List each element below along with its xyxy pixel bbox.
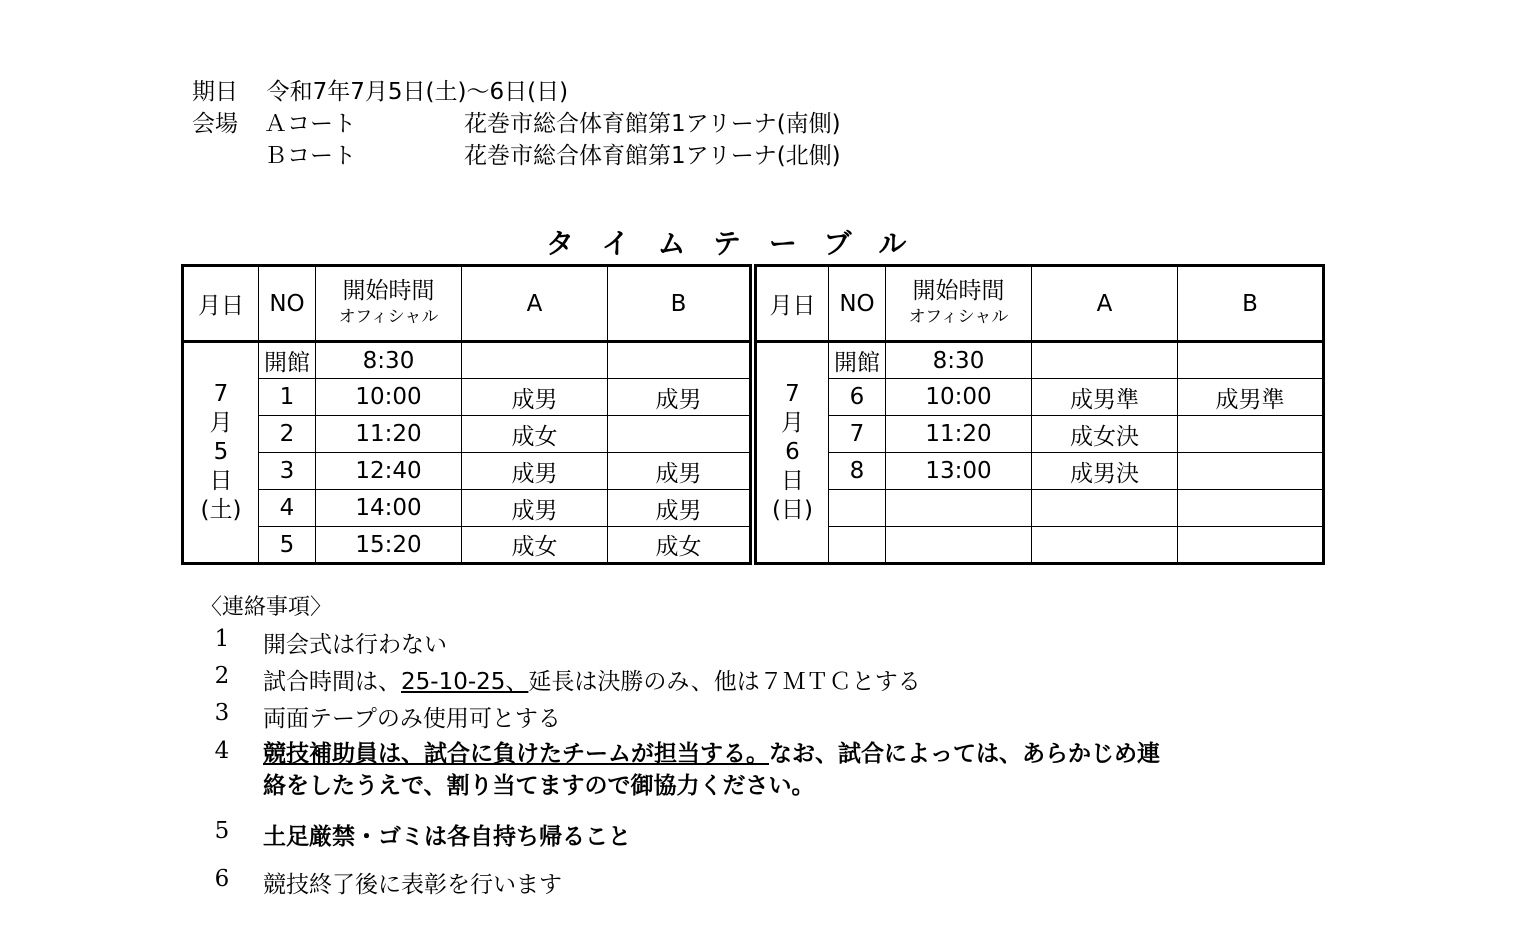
note-text: 土足厳禁・ゴミは各自持ち帰ること <box>263 824 631 850</box>
note-text: 競技終了後に表彰を行います <box>263 872 562 898</box>
cell-time: 12:40 <box>316 453 462 490</box>
day-date-char: 月 <box>209 410 233 436</box>
header-court-a: A <box>1032 266 1178 342</box>
date-value: 令和7年7月5日(土)～6日(日) <box>266 79 569 105</box>
note-number: 6 <box>214 866 230 892</box>
note-number: 4 <box>214 738 230 764</box>
table-row <box>183 453 751 490</box>
note-text <box>263 738 1160 802</box>
day-date-char: (土) <box>200 497 242 523</box>
cell-b: 成男準 <box>1178 379 1324 416</box>
timetable-day1 <box>181 264 752 565</box>
note-number: 1 <box>214 626 230 652</box>
header-start-time <box>316 266 462 342</box>
cell-time: 13:00 <box>886 453 1032 490</box>
venue-court-a <box>192 108 992 140</box>
header-start-label: 開始時間 <box>912 277 1005 304</box>
header-court-b: B <box>1178 266 1324 342</box>
cell-time: 14:00 <box>316 490 462 527</box>
table-row <box>756 342 1324 379</box>
cell-no: 4 <box>259 490 316 527</box>
cell-a: 成男 <box>462 490 608 527</box>
cell-no <box>829 527 886 564</box>
day-date-char: 日 <box>781 468 804 494</box>
cell-a: 成女 <box>462 416 608 453</box>
cell-b: 成男 <box>608 453 751 490</box>
header-no: NO <box>259 266 316 342</box>
cell-b: 成男 <box>608 379 751 416</box>
cell-b: 成女 <box>608 527 751 564</box>
note-text-line2: 絡をしたうえで、割り当てますので御協力ください。 <box>263 773 815 799</box>
note-number: 5 <box>214 818 230 844</box>
cell-a <box>462 342 608 379</box>
header-no: NO <box>829 266 886 342</box>
day-date-cell <box>756 342 829 564</box>
day-date-char: 5 <box>213 439 229 465</box>
table-row <box>183 379 751 416</box>
header-date: 月日 <box>183 266 259 342</box>
table-row <box>183 490 751 527</box>
note-number: 3 <box>214 700 230 726</box>
cell-b <box>608 416 751 453</box>
venue-court-b <box>192 140 992 172</box>
table-row <box>756 527 1324 564</box>
date-label: 期日 <box>192 79 238 105</box>
table-row <box>756 453 1324 490</box>
note-text <box>263 663 921 696</box>
cell-no <box>829 490 886 527</box>
header-official-label: オフィシャル <box>908 306 1009 327</box>
cell-time <box>886 527 1032 564</box>
header-start-time <box>886 266 1032 342</box>
cell-a: 成男決 <box>1032 453 1178 490</box>
header-court-a: A <box>462 266 608 342</box>
day-date-char: (日) <box>772 497 813 523</box>
cell-no: 2 <box>259 416 316 453</box>
cell-a <box>1032 342 1178 379</box>
cell-time: 8:30 <box>316 342 462 379</box>
cell-time: 11:20 <box>316 416 462 453</box>
note-text: 開会式は行わない <box>263 632 447 658</box>
day-date-char: 7 <box>785 381 800 407</box>
cell-no: 3 <box>259 453 316 490</box>
cell-no: 開館 <box>829 342 886 379</box>
table-row <box>183 527 751 564</box>
notes-heading: 〈連絡事項〉 <box>200 595 333 620</box>
cell-no: 7 <box>829 416 886 453</box>
court-b-name: Ｂコート <box>264 143 356 169</box>
table-row <box>756 490 1324 527</box>
table-header-row <box>756 266 1324 342</box>
timetable-title: タイムテーブル <box>546 227 935 260</box>
note-text-pre: 試合時間は、 <box>263 669 401 695</box>
table-header-row <box>183 266 751 342</box>
cell-a: 成男準 <box>1032 379 1178 416</box>
cell-b <box>1178 527 1324 564</box>
day-date-char: 日 <box>209 468 233 494</box>
cell-no: 1 <box>259 379 316 416</box>
cell-a <box>1032 490 1178 527</box>
day-date-char: 7 <box>213 381 229 407</box>
cell-time: 15:20 <box>316 527 462 564</box>
cell-no: 6 <box>829 379 886 416</box>
day-date-char: 月 <box>781 410 804 436</box>
note-text: 両面テープのみ使用可とする <box>263 706 561 732</box>
cell-time <box>886 490 1032 527</box>
cell-no: 開館 <box>259 342 316 379</box>
cell-a: 成男 <box>462 379 608 416</box>
cell-a: 成男 <box>462 453 608 490</box>
cell-a: 成女 <box>462 527 608 564</box>
note-text-underlined: 競技補助員は、試合に負けたチームが担当する。 <box>263 741 769 767</box>
note-number: 2 <box>214 663 230 689</box>
court-a-name: Ａコート <box>264 111 356 137</box>
court-a-place: 花巻市総合体育館第1アリーナ(南側) <box>464 111 841 137</box>
table-row <box>756 416 1324 453</box>
cell-time: 10:00 <box>886 379 1032 416</box>
day-date-char: 6 <box>785 439 800 465</box>
cell-b <box>1178 416 1324 453</box>
cell-a <box>1032 527 1178 564</box>
cell-a: 成女決 <box>1032 416 1178 453</box>
cell-b: 成男 <box>608 490 751 527</box>
header-start-label: 開始時間 <box>342 277 435 304</box>
day-date-cell <box>183 342 259 564</box>
cell-b <box>1178 342 1324 379</box>
note-text-underlined: 25-10-25、 <box>401 669 529 695</box>
cell-no: 5 <box>259 527 316 564</box>
note-text-rest: なお、試合によっては、あらかじめ連 <box>769 741 1160 767</box>
timetable-day2 <box>754 264 1325 565</box>
table-row <box>756 379 1324 416</box>
header-official-label: オフィシャル <box>338 306 439 327</box>
cell-no: 8 <box>829 453 886 490</box>
cell-time: 8:30 <box>886 342 1032 379</box>
cell-b <box>1178 490 1324 527</box>
table-row <box>183 342 751 379</box>
venue-label: 会場 <box>192 111 238 137</box>
cell-b <box>1178 453 1324 490</box>
event-date <box>192 76 568 108</box>
court-b-place: 花巻市総合体育館第1アリーナ(北側) <box>464 143 841 169</box>
cell-b <box>608 342 751 379</box>
note-text-post: 延長は決勝のみ、他は７ＭＴＣとする <box>528 669 921 695</box>
cell-time: 11:20 <box>886 416 1032 453</box>
cell-time: 10:00 <box>316 379 462 416</box>
header-court-b: B <box>608 266 751 342</box>
header-date: 月日 <box>756 266 829 342</box>
table-row <box>183 416 751 453</box>
